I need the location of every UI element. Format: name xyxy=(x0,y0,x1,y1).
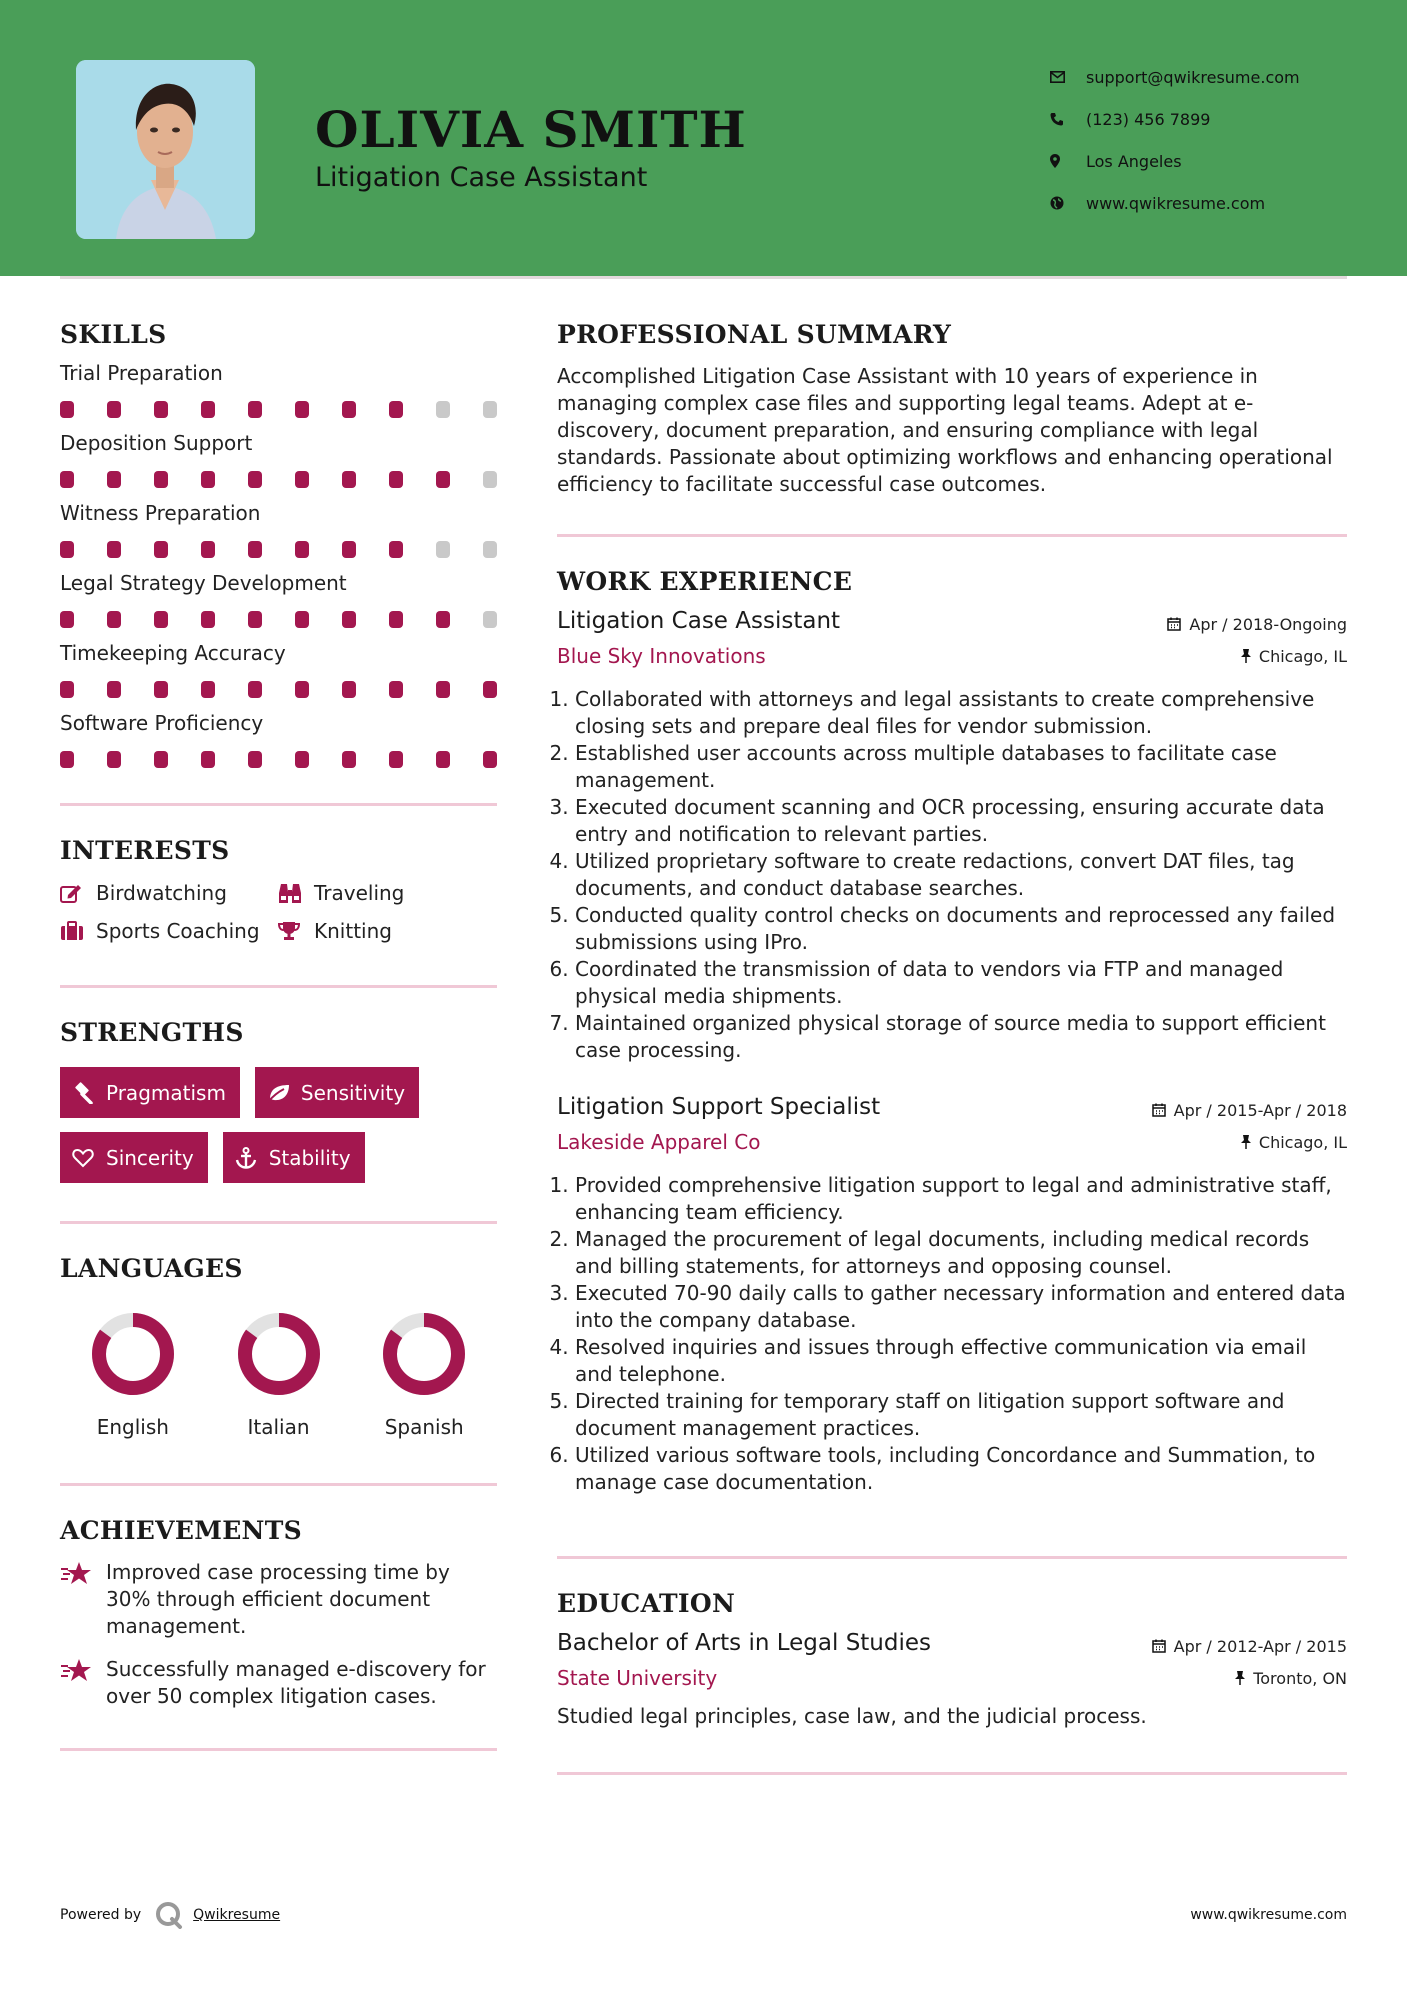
section-divider xyxy=(557,534,1347,537)
job-company: Blue Sky Innovations xyxy=(557,644,766,668)
rating-dot-filled xyxy=(154,401,168,418)
header-banner xyxy=(0,0,1407,276)
languages-heading: LANGUAGES xyxy=(60,1254,243,1283)
achievements-heading: ACHIEVEMENTS xyxy=(60,1516,302,1545)
bullet-item: 3. Executed 70-90 daily calls to gather necessary information and entered data into the company database. xyxy=(575,1280,1347,1334)
rating-dot-filled xyxy=(107,471,121,488)
job-entry xyxy=(557,608,1347,1064)
bullet-item: 4. Utilized proprietary software to create redactions, convert DAT files, tag documents, and conduct database searches. xyxy=(575,848,1347,902)
heart-icon xyxy=(72,1148,106,1168)
job-company: Lakeside Apparel Co xyxy=(557,1130,761,1154)
skill-name: Deposition Support xyxy=(60,431,253,455)
language-item xyxy=(206,1311,352,1439)
globe-icon xyxy=(1050,196,1086,210)
contact-website[interactable] xyxy=(1050,182,1380,224)
rating-dot-filled xyxy=(60,751,74,768)
pushpin-icon xyxy=(1235,1671,1245,1685)
skill-name: Software Proficiency xyxy=(60,711,264,735)
rating-dot-filled xyxy=(107,401,121,418)
interest-item xyxy=(60,919,278,943)
job-role: Litigation Case Assistant xyxy=(557,608,841,634)
bullet-item: 6. Coordinated the transmission of data to vendors via FTP and managed physical media shipments. xyxy=(575,956,1347,1010)
anchor-icon xyxy=(235,1147,269,1169)
rating-dot-filled xyxy=(295,751,309,768)
rating-dot-filled xyxy=(107,751,121,768)
rating-dot-filled xyxy=(107,681,121,698)
rating-dot-filled xyxy=(436,471,450,488)
section-divider xyxy=(557,1772,1347,1775)
rating-dot-filled xyxy=(389,751,403,768)
rating-dot-filled xyxy=(60,681,74,698)
experience-heading: WORK EXPERIENCE xyxy=(557,567,853,596)
rating-dot-filled xyxy=(154,541,168,558)
rating-dot-filled xyxy=(483,751,497,768)
rating-dot-filled xyxy=(60,471,74,488)
interest-label: Birdwatching xyxy=(96,881,227,905)
skill-rating xyxy=(60,541,497,559)
achievement-item xyxy=(60,1656,497,1710)
education-description: Studied legal principles, case law, and the judicial process. xyxy=(557,1704,1147,1728)
right-column xyxy=(557,320,1347,1775)
skill-name: Witness Preparation xyxy=(60,501,261,525)
rating-dot-empty xyxy=(483,401,497,418)
skill-name: Timekeeping Accuracy xyxy=(60,641,286,665)
skill-rating xyxy=(60,751,497,769)
achievement-text: Successfully managed e-discovery for over 50 complex litigation cases. xyxy=(106,1657,486,1708)
powered-by-text: Powered by xyxy=(60,1907,142,1923)
job-bullets xyxy=(557,1172,1347,1496)
rating-dot-filled xyxy=(342,541,356,558)
calendar-icon xyxy=(1152,1103,1166,1117)
section-divider xyxy=(60,1483,497,1486)
profile-photo xyxy=(76,60,255,239)
rating-dot-filled xyxy=(248,541,262,558)
education-dates: Apr / 2012-Apr / 2015 xyxy=(1173,1636,1347,1656)
rating-dot-filled xyxy=(389,611,403,628)
rating-dot-filled xyxy=(107,541,121,558)
rating-dot-empty xyxy=(483,611,497,628)
rating-dot-empty xyxy=(483,541,497,558)
qwikresume-link[interactable]: Qwikresume xyxy=(193,1907,281,1923)
rating-dot-filled xyxy=(483,681,497,698)
contact-location xyxy=(1050,140,1380,182)
star-icon xyxy=(60,1656,106,1710)
rating-dot-filled xyxy=(295,681,309,698)
bullet-item: 1. Collaborated with attorneys and legal assistants to create comprehensive closing sets and prepare deal files for vendor submission. xyxy=(575,686,1347,740)
education-location: Toronto, ON xyxy=(1253,1668,1347,1688)
rating-dot-filled xyxy=(295,471,309,488)
job-dates: Apr / 2015-Apr / 2018 xyxy=(1173,1100,1347,1120)
binoculars-icon xyxy=(278,882,314,904)
section-divider xyxy=(60,1748,497,1751)
rating-dot-filled xyxy=(389,471,403,488)
rating-dot-filled xyxy=(342,751,356,768)
bullet-item: 5. Directed training for temporary staff on litigation support software and document management practices. xyxy=(575,1388,1347,1442)
bullet-item: 5. Conducted quality control checks on documents and reprocessed any failed submissions using IPro. xyxy=(575,902,1347,956)
qwikresume-logo-icon xyxy=(155,1901,183,1929)
candidate-name: OLIVIA SMITH xyxy=(315,100,747,159)
briefcase-icon xyxy=(60,921,96,941)
education-entry xyxy=(557,1630,1347,1728)
contact-phone-text: (123) 456 7899 xyxy=(1086,109,1211,129)
languages-list xyxy=(60,1311,497,1439)
education-degree: Bachelor of Arts in Legal Studies xyxy=(557,1630,932,1656)
rating-dot-filled xyxy=(248,471,262,488)
interests-heading: INTERESTS xyxy=(60,836,230,865)
pushpin-icon xyxy=(1241,649,1251,663)
strengths-list xyxy=(60,1067,497,1183)
star-icon xyxy=(60,1559,106,1640)
rating-dot-filled xyxy=(389,681,403,698)
contact-email[interactable] xyxy=(1050,56,1380,98)
rating-dot-filled xyxy=(201,541,215,558)
education-school: State University xyxy=(557,1666,718,1690)
interest-item xyxy=(278,919,497,943)
rating-dot-filled xyxy=(60,401,74,418)
skill-rating xyxy=(60,681,497,699)
rating-dot-filled xyxy=(201,681,215,698)
education-heading: EDUCATION xyxy=(557,1589,736,1618)
strength-tag xyxy=(60,1132,208,1183)
rating-dot-filled xyxy=(60,541,74,558)
rating-dot-filled xyxy=(154,611,168,628)
pushpin-icon xyxy=(1241,1135,1251,1149)
rating-dot-filled xyxy=(60,611,74,628)
contact-location-text: Los Angeles xyxy=(1086,151,1182,171)
bullet-item: 4. Resolved inquiries and issues through effective communication via email and telephone. xyxy=(575,1334,1347,1388)
language-name: English xyxy=(96,1415,169,1439)
rating-dot-filled xyxy=(248,681,262,698)
rating-dot-filled xyxy=(248,751,262,768)
summary-text: Accomplished Litigation Case Assistant with 10 years of experience in managing complex case files and supporting legal teams. Adept at e-discovery, document preparation, and ensuring compliance with legal standards. Passionate about optimizing workflows and enhancing operational efficiency to facilitate successful case outcomes. xyxy=(557,364,1333,496)
header-divider xyxy=(60,276,1347,279)
skill-rating xyxy=(60,611,497,629)
interest-item xyxy=(278,881,497,905)
bullet-item: 3. Executed document scanning and OCR processing, ensuring accurate data entry and notification to relevant parties. xyxy=(575,794,1347,848)
rating-dot-empty xyxy=(436,541,450,558)
achievement-text: Improved case processing time by 30% through efficient document management. xyxy=(106,1560,450,1638)
rating-dot-empty xyxy=(436,401,450,418)
rating-dot-filled xyxy=(342,681,356,698)
skill-name: Trial Preparation xyxy=(60,361,223,385)
rating-dot-filled xyxy=(154,681,168,698)
skills-list xyxy=(60,361,497,769)
interests-list xyxy=(60,881,497,943)
strength-label: Pragmatism xyxy=(106,1080,226,1105)
phone-icon xyxy=(1050,112,1086,126)
rating-dot-filled xyxy=(436,681,450,698)
strength-tag xyxy=(223,1132,365,1183)
section-divider xyxy=(557,1556,1347,1559)
language-proficiency-ring xyxy=(381,1311,467,1397)
rating-dot-filled xyxy=(201,611,215,628)
achievement-item xyxy=(60,1559,497,1640)
strength-tag xyxy=(60,1067,240,1118)
summary-heading: PROFESSIONAL SUMMARY xyxy=(557,320,952,349)
candidate-title: Litigation Case Assistant xyxy=(315,162,648,193)
section-divider xyxy=(60,985,497,988)
rating-dot-empty xyxy=(483,471,497,488)
rating-dot-filled xyxy=(295,541,309,558)
rating-dot-filled xyxy=(201,751,215,768)
rating-dot-filled xyxy=(295,401,309,418)
rating-dot-filled xyxy=(389,541,403,558)
bullet-item: 1. Provided comprehensive litigation support to legal and administrative staff, enhancing team efficiency. xyxy=(575,1172,1347,1226)
job-bullets xyxy=(557,686,1347,1064)
gavel-icon xyxy=(72,1082,106,1104)
skill-rating xyxy=(60,471,497,489)
bullet-item: 7. Maintained organized physical storage of source media to support efficient case processing. xyxy=(575,1010,1347,1064)
language-item xyxy=(351,1311,497,1439)
edit-icon xyxy=(60,883,96,903)
rating-dot-filled xyxy=(107,611,121,628)
rating-dot-filled xyxy=(295,611,309,628)
contact-phone[interactable] xyxy=(1050,98,1380,140)
job-location: Chicago, IL xyxy=(1258,646,1347,666)
skill-rating xyxy=(60,401,497,419)
leaf-icon xyxy=(267,1083,301,1103)
skill-name: Legal Strategy Development xyxy=(60,571,347,595)
contact-website-text: www.qwikresume.com xyxy=(1086,193,1266,213)
contact-email-text: support@qwikresume.com xyxy=(1086,67,1300,87)
rating-dot-filled xyxy=(342,471,356,488)
rating-dot-filled xyxy=(342,611,356,628)
contact-list xyxy=(1050,56,1380,224)
bullet-item: 2. Established user accounts across multiple databases to facilitate case management. xyxy=(575,740,1347,794)
trophy-icon xyxy=(278,921,314,941)
strength-label: Sincerity xyxy=(106,1145,194,1170)
job-entry xyxy=(557,1094,1347,1496)
job-location: Chicago, IL xyxy=(1258,1132,1347,1152)
language-proficiency-ring xyxy=(236,1311,322,1397)
envelope-icon xyxy=(1050,71,1086,83)
bullet-item: 2. Managed the procurement of legal documents, including medical records and billing statements, for attorneys and opposing counsel. xyxy=(575,1226,1347,1280)
language-item xyxy=(60,1311,206,1439)
bullet-item: 6. Utilized various software tools, including Concordance and Summation, to manage case documentation. xyxy=(575,1442,1347,1496)
footer xyxy=(60,1895,1347,1935)
rating-dot-filled xyxy=(154,471,168,488)
rating-dot-filled xyxy=(436,751,450,768)
rating-dot-filled xyxy=(154,751,168,768)
map-marker-icon xyxy=(1050,154,1086,168)
section-divider xyxy=(60,803,497,806)
rating-dot-filled xyxy=(248,611,262,628)
interest-label: Knitting xyxy=(314,919,392,943)
calendar-icon xyxy=(1152,1639,1166,1653)
job-role: Litigation Support Specialist xyxy=(557,1094,881,1120)
rating-dot-filled xyxy=(342,401,356,418)
strength-tag xyxy=(255,1067,419,1118)
footer-website-link[interactable]: www.qwikresume.com xyxy=(1190,1907,1347,1923)
rating-dot-filled xyxy=(248,401,262,418)
language-name: Spanish xyxy=(384,1415,464,1439)
strength-label: Stability xyxy=(268,1145,351,1170)
language-name: Italian xyxy=(247,1415,310,1439)
calendar-icon xyxy=(1167,617,1181,631)
section-divider xyxy=(60,1221,497,1224)
interest-item xyxy=(60,881,278,905)
interest-label: Sports Coaching xyxy=(96,919,260,943)
rating-dot-filled xyxy=(201,401,215,418)
skills-heading: SKILLS xyxy=(60,320,167,349)
language-proficiency-ring xyxy=(90,1311,176,1397)
strength-label: Sensitivity xyxy=(300,1080,406,1105)
left-column xyxy=(60,320,497,1751)
strengths-heading: STRENGTHS xyxy=(60,1018,244,1047)
job-dates: Apr / 2018-Ongoing xyxy=(1189,614,1347,634)
rating-dot-filled xyxy=(389,401,403,418)
rating-dot-filled xyxy=(436,611,450,628)
rating-dot-filled xyxy=(201,471,215,488)
interest-label: Traveling xyxy=(314,881,405,905)
